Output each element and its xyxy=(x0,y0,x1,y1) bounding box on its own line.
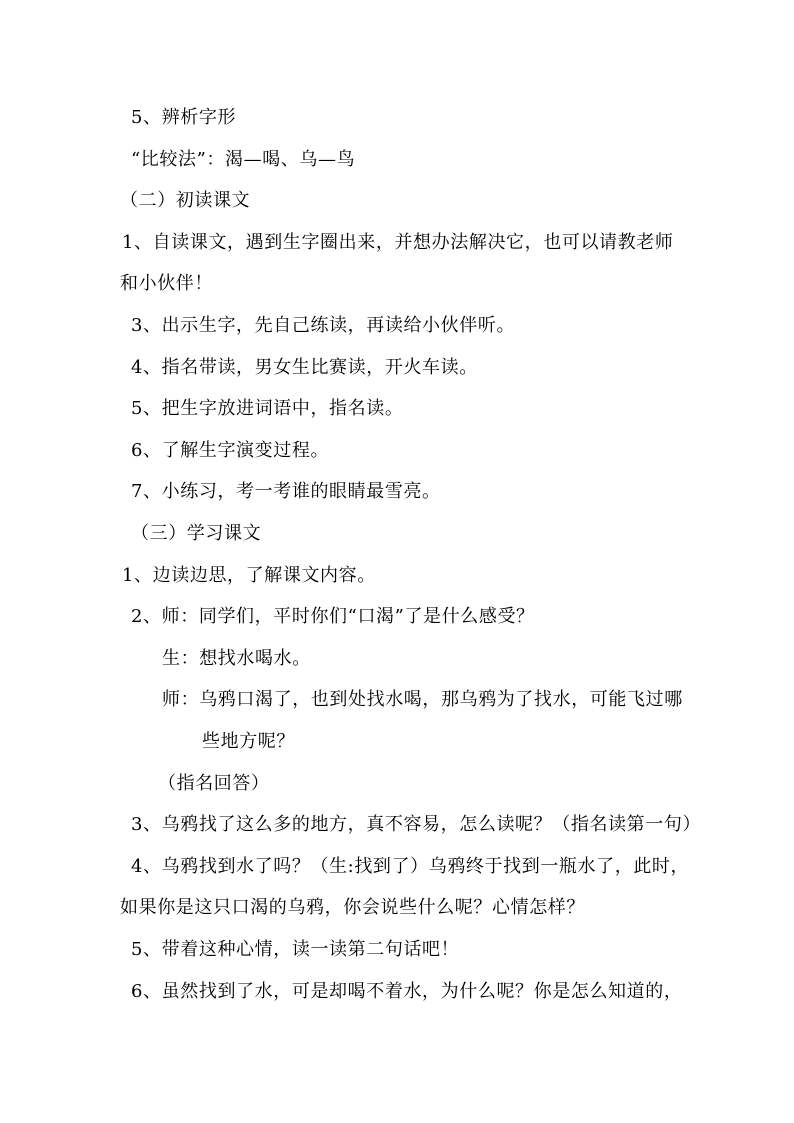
text-line: 7、小练习，考一考谁的眼睛最雪亮。 xyxy=(131,481,441,502)
text-line: 5、辨析字形 xyxy=(131,107,237,128)
text-line: 4、乌鸦找到水了吗？（生:找到了）乌鸦终于找到一瓶水了，此时， xyxy=(131,856,690,877)
text-line: 师：乌鸦口渴了，也到处找水喝，那乌鸦为了找水，可能飞过哪 xyxy=(162,689,683,710)
text-line: 5、带着这种心情，读一读第二句话吧！ xyxy=(131,939,460,960)
text-line: 3、乌鸦找了这么多的地方，真不容易，怎么读呢？（指名读第一句） xyxy=(131,814,702,835)
text-line: 2、师：同学们，平时你们“口渴”了是什么感受？ xyxy=(131,606,535,627)
text-line: 1、边读边思，了解课文内容。 xyxy=(122,565,376,586)
text-line: “比较法”：渴—喝、乌—鸟 xyxy=(131,149,356,170)
text-line: 6、虽然找到了水，可是却喝不着水，为什么呢？你是怎么知道的， xyxy=(131,981,683,1002)
text-line: 5、把生字放进词语中，指名读。 xyxy=(131,398,404,419)
text-line: （指名回答） xyxy=(158,773,270,794)
section-heading: （二）初读课文 xyxy=(120,190,251,211)
text-line: 4、指名带读，男女生比赛读，开火车读。 xyxy=(131,357,478,378)
text-line: 和小伙伴！ xyxy=(120,273,213,294)
text-line: 如果你是这只口渴的乌鸦，你会说些什么呢？心情怎样？ xyxy=(120,897,585,918)
section-heading: （三）学习课文 xyxy=(131,523,262,544)
text-line: 些地方呢？ xyxy=(202,731,295,752)
text-line: 1、自读课文，遇到生字圈出来，并想办法解决它，也可以请教老师 xyxy=(122,232,674,253)
text-line: 3、出示生字，先自己练读，再读给小伙伴听。 xyxy=(131,315,516,336)
text-line: 6、了解生字演变过程。 xyxy=(131,440,330,461)
text-line: 生：想找水喝水。 xyxy=(162,648,311,669)
